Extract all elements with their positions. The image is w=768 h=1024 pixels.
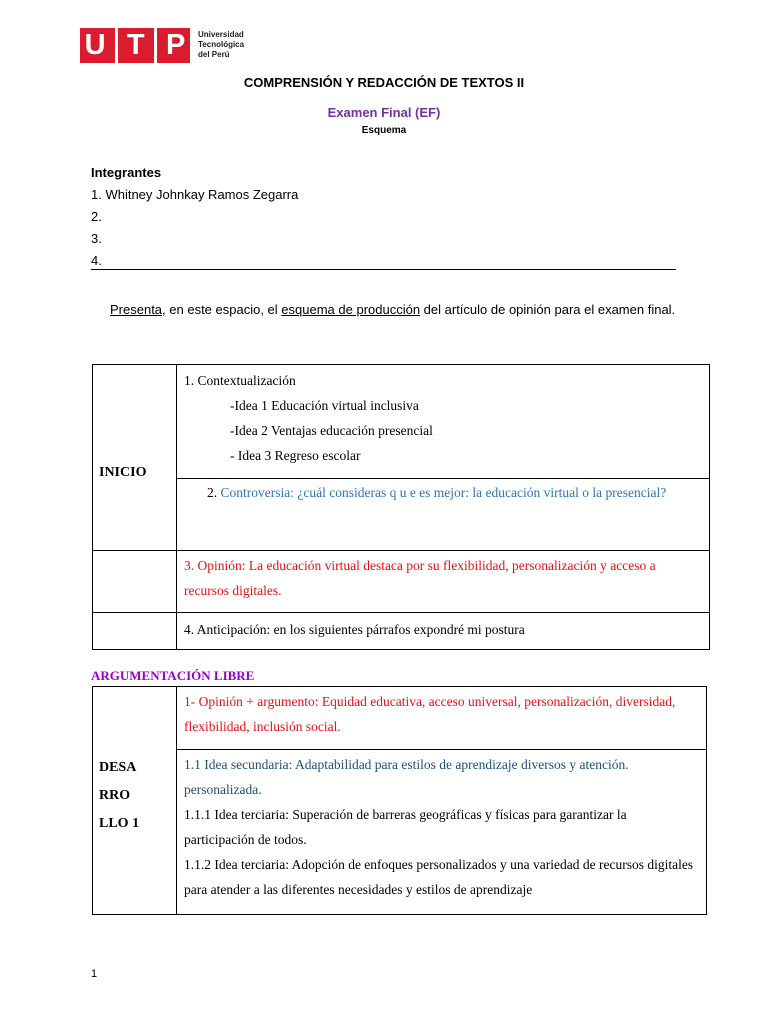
argument-opinion-text: 1- Opinión + argumento: Equidad educativa, acceso universal, personalización, diversidad, flexibilidad, inclusión social. [184,694,676,734]
controversy-number: 2. [207,485,221,500]
tertiary-idea: 1.1.1 Idea terciaria: Superación de barreras geográficas y físicas para garantizar la participación de todos. [184,807,627,847]
inicio-label: INICIO [99,464,147,480]
logo-separator [115,28,118,63]
context-idea: -Idea 2 Ventajas educación presencial [230,423,433,438]
course-title: COMPRENSIÓN Y REDACCIÓN DE TEXTOS II [243,75,525,90]
tertiary-idea: 1.1.2 Idea terciaria: Adopción de enfoques personalizados y una variedad de recursos digitales para atender a las diferentes necesidades y estilos de aprendizaje [184,857,694,897]
development-label-line: DESA [99,759,137,775]
argument-opinion-cell [177,687,707,750]
members-divider [91,269,676,270]
context-idea: -Idea 1 Educación virtual inclusiva [230,398,419,413]
university-name-line: Universidad [198,30,244,39]
logo-letter-p: P [166,29,186,61]
argument-ideas-cell [177,750,707,915]
utp-logo [80,28,190,63]
logo-letter-t: T [126,29,145,61]
inicio-table [92,364,710,650]
instruction-keyword: esquema de producción [281,302,421,317]
page-number: 1 [91,968,98,980]
inicio-label-continuation [93,613,177,650]
member-item: 1. Whitney Johnkay Ramos Zegarra [91,187,299,202]
development-label-line: LLO 1 [99,815,140,831]
secondary-idea: 1.1 Idea secundaria: Adaptabilidad para estilos de aprendizaje diversos y atención. personalizada. [184,757,629,797]
university-name-line: Tecnológica [198,40,245,49]
anticipation-text: 4. Anticipación: en los siguientes párrafos expondré mi postura [184,622,525,637]
context-title: 1. Contextualización [184,373,296,388]
schema-label: Esquema [361,125,407,136]
member-item: 3. [91,231,102,246]
opinion-cell [177,551,710,613]
member-item: 4. [91,253,102,268]
logo-separator [154,28,157,63]
instructions-paragraph [110,298,676,321]
controversy-text: Controversia: ¿cuál consideras q u e es mejor: la educación virtual o la presencial? [220,485,667,500]
member-item: 2. [91,209,102,224]
context-idea: - Idea 3 Regreso escolar [230,448,361,463]
development-label-cell [93,687,177,915]
logo-letter-u: U [84,29,106,61]
controversy-cell [177,479,710,551]
opinion-text: 3. Opinión: La educación virtual destaca por su flexibilidad, personalización y acceso a recursos digitales. [184,558,656,598]
instruction-text: del artículo de opinión para el examen final. [420,302,676,317]
exam-title: Examen Final (EF) [327,105,441,120]
university-name [198,30,244,60]
argumentation-title: ARGUMENTACIÓN LIBRE [91,668,255,683]
university-name-line: del Perú [198,50,230,59]
inicio-label-continuation [93,551,177,613]
instruction-keyword: Presenta [110,302,163,317]
development-label-line: RRO [99,787,131,803]
members-label: Integrantes [91,165,162,180]
instruction-text: , en este espacio, el [162,302,282,317]
inicio-label-cell [93,365,177,551]
context-cell [177,365,710,479]
anticipation-cell [177,613,710,650]
development-table [92,686,707,915]
